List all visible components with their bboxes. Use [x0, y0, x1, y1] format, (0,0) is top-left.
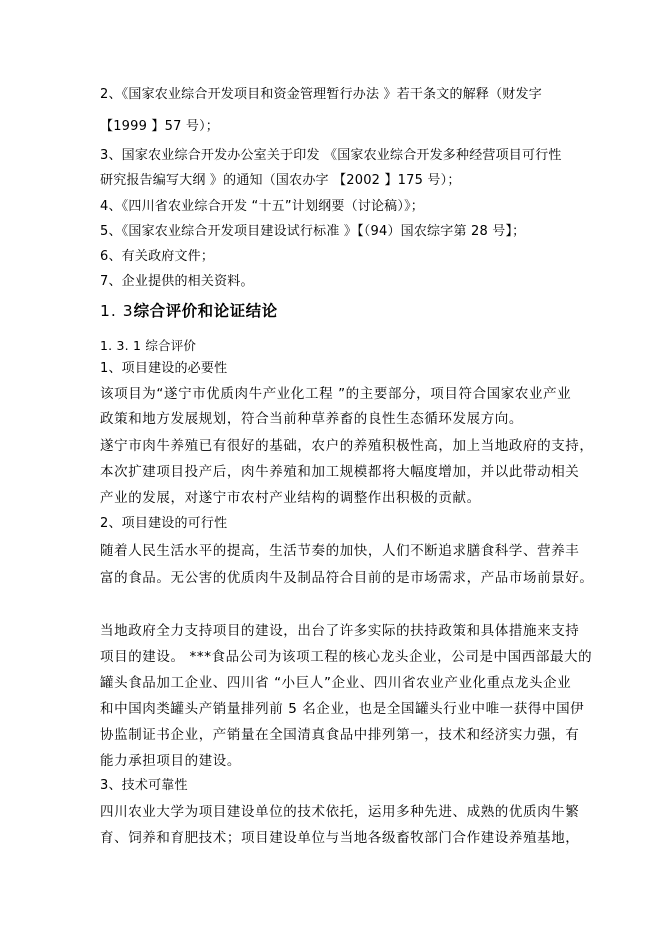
paragraph-line: 随着人民生活水平的提高，生活节奏的加快，人们不断追求膳食科学、营养丰 — [100, 543, 580, 559]
reference-line: 7、企业提供的相关资料。 — [100, 274, 254, 289]
paragraph-line: 能力承担项目的建设。 — [100, 753, 241, 769]
paragraph-line: 四川农业大学为项目建设单位的技术依托，运用多种先进、成熟的优质肉牛繁 — [100, 804, 580, 820]
paragraph-line: 育、饲养和育肥技术；项目建设单位与当地各级畜牧部门合作建设养殖基地， — [100, 830, 580, 846]
section-title: 综合评价和论证结论 — [133, 302, 278, 320]
paragraph-line: 项目的建设。 ***食品公司为该项工程的核心龙头企业，公司是中国西部最大的 — [100, 649, 593, 665]
item-heading: 1、项目建设的必要性 — [100, 361, 228, 376]
paragraph-line: 产业的发展，对遂宁市农村产业结构的调整作出积极的贡献。 — [100, 490, 481, 506]
item-heading: 2、项目建设的可行性 — [100, 516, 228, 531]
reference-line: 2、《国家农业综合开发项目和资金管理暂行办法 》若干条文的解释（财发字 — [100, 87, 542, 102]
item-heading: 3、技术可靠性 — [100, 778, 188, 793]
paragraph-line: 该项目为“遂宁市优质肉牛产业化工程 ”的主要部分，项目符合国家农业产业 — [100, 386, 572, 402]
reference-line: 研究报告编写大纲 》的通知（国农办字 【2002 】175 号）； — [100, 173, 461, 188]
subsection-heading: 1. 3. 1 综合评价 — [100, 338, 197, 353]
reference-line: 6、有关政府文件； — [100, 249, 215, 264]
paragraph-line: 罐头食品加工企业、四川省 “小巨人”企业、四川省农业产业化重点龙头企业 — [100, 675, 572, 691]
reference-line: 3、国家农业综合开发办公室关于印发 《国家农业综合开发多种经营项目可行性 — [100, 148, 562, 163]
section-number: 1. 3 — [100, 302, 134, 320]
paragraph-line: 本次扩建项目投产后，肉牛养殖和加工规模都将大幅度增加，并以此带动相关 — [100, 464, 580, 480]
paragraph-line: 遂宁市肉牛养殖已有很好的基础，农户的养殖积极性高，加上当地政府的支持， — [100, 438, 594, 454]
reference-line: 【1999 】57 号）； — [100, 119, 219, 134]
paragraph-line: 政策和地方发展规划，符合当前种草养畜的良性生态循环发展方向。 — [100, 411, 523, 427]
paragraph-line: 协监制证书企业，产销量在全国清真食品中排列第一，技术和经济实力强，有 — [100, 727, 580, 743]
paragraph-line: 当地政府全力支持项目的建设，出台了许多实际的扶持政策和具体措施来支持 — [100, 623, 580, 639]
paragraph-line: 和中国肉类罐头产销量排列前 5 名企业，也是全国罐头行业中唯一获得中国伊 — [100, 701, 585, 717]
reference-line: 5、《国家农业综合开发项目建设试行标准 》【（94）国农综字第 28 号】； — [100, 224, 526, 239]
reference-line: 4、《四川省农业综合开发 “十五”计划纲要（讨论稿）》； — [100, 199, 424, 214]
paragraph-line: 富的食品。无公害的优质肉牛及制品符合目前的是市场需求，产品市场前景好。 — [100, 570, 594, 586]
section-heading — [100, 302, 278, 320]
